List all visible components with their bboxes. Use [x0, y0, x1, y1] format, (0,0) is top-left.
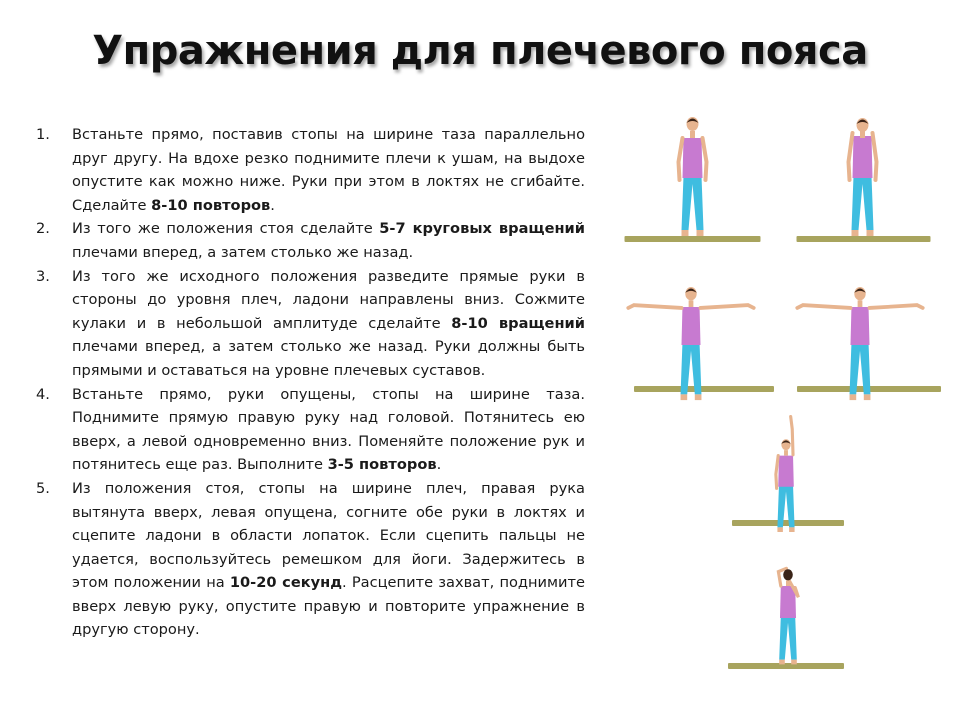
leggings	[779, 616, 797, 659]
yoga-mat	[797, 236, 931, 242]
item-number: 1.	[36, 126, 50, 143]
figure-arms-out-1	[606, 270, 776, 402]
yoga-mat	[625, 236, 761, 242]
neck	[784, 450, 788, 455]
right-arm	[870, 305, 923, 308]
left-arm	[679, 138, 683, 180]
tank-top	[851, 307, 870, 345]
item-number: 2.	[36, 220, 50, 238]
figure-right-arm-up	[718, 412, 853, 532]
right-foot	[791, 660, 797, 665]
tank-top	[683, 138, 703, 178]
leggings	[852, 176, 874, 230]
neck	[860, 131, 865, 138]
left-foot	[779, 660, 785, 665]
item-number: 3.	[36, 267, 50, 285]
left-arm	[797, 305, 850, 308]
highlight: 5-7 круговых вращений	[379, 220, 585, 238]
tank-top	[853, 136, 873, 178]
right-arm	[703, 138, 707, 180]
left-foot	[850, 394, 857, 400]
right-foot	[867, 230, 874, 236]
list-item	[36, 217, 585, 264]
yoga-mat	[728, 663, 844, 669]
item-number: 4.	[36, 385, 50, 403]
list-item	[36, 383, 585, 477]
neck	[690, 131, 695, 138]
figure-shoulders-raised	[790, 112, 935, 252]
neck	[689, 300, 694, 307]
left-foot	[852, 230, 859, 236]
item-text: Из того же исходного положения разведите прямые руки в стороны до уровня плеч, ладони направлены вниз. Сожмите кулаки и в небольшой амплитуде сделайте 8-10 вращений плечами вперед, а затем столько же назад. Руки должны быть прямыми и оставаться на уровне плечевых суставов.	[72, 267, 585, 379]
left-foot	[682, 230, 689, 236]
neck	[858, 300, 863, 307]
figure-back-clasp	[718, 558, 853, 676]
item-text: Встаньте прямо, руки опущены, стопы на ширине таза. Поднимите прямую правую руку над головой. Потянитесь ею вверх, а левой одновременно вниз. Поменяйте положение рук и потянитесь еще раз. Выполните 3-5 повторов.	[72, 385, 585, 474]
item-text: Из положения стоя, стопы на ширине плеч, правая рука вытянута вверх, левая опущена, согните обе руки в локтях и сцепите ладони в области лопаток. Если сцепить пальцы не удается, воспользуйтесь ремешком для йоги. Задержитесь в этом положении на 10-20 секунд. Расцепите захват, поднимите вверх левую руку, опустите правую и повторите упражнение в другую сторону.	[72, 479, 586, 639]
item-text: Встаньте прямо, поставив стопы на ширине таза параллельно друг другу. На вдохе резко поднимите плечи к ушам, на выдохе опустите как можно ниже. Руки при этом в локтях не сгибайте. Сделайте 8-10 повторов.	[72, 126, 585, 214]
left-arm	[628, 305, 681, 308]
right-foot	[697, 230, 704, 236]
highlight: 8-10 вращений	[451, 314, 585, 332]
right-foot	[864, 394, 871, 400]
right-foot	[695, 394, 702, 400]
list-item	[36, 123, 585, 217]
leggings	[682, 176, 704, 230]
figure-shoulders-neutral	[620, 112, 765, 252]
list-item	[36, 265, 585, 383]
tank-top	[682, 307, 701, 345]
right-arm	[791, 417, 793, 455]
highlight: 8-10 повторов	[151, 196, 271, 214]
left-arm	[849, 133, 853, 180]
yoga-mat	[732, 520, 844, 526]
highlight: 3-5 повторов	[327, 456, 437, 474]
tank-top	[778, 456, 794, 487]
right-arm	[873, 133, 877, 180]
highlight: 10-20 секунд	[229, 574, 343, 592]
exercise-list	[36, 123, 585, 642]
left-arm	[776, 456, 778, 489]
item-text: Из того же положения стоя сделайте 5-7 круговых вращений плечами вперед, а затем столько же назад.	[72, 220, 585, 261]
yoga-mat	[634, 386, 774, 392]
left-foot	[777, 527, 782, 532]
page-title: Упражнения для плечевого пояса	[92, 28, 868, 74]
figure-arms-out-2	[775, 270, 945, 402]
right-arm	[701, 305, 754, 308]
right-foot	[789, 527, 794, 532]
left-foot	[681, 394, 688, 400]
item-number: 5.	[36, 479, 50, 497]
list-item	[36, 477, 585, 642]
